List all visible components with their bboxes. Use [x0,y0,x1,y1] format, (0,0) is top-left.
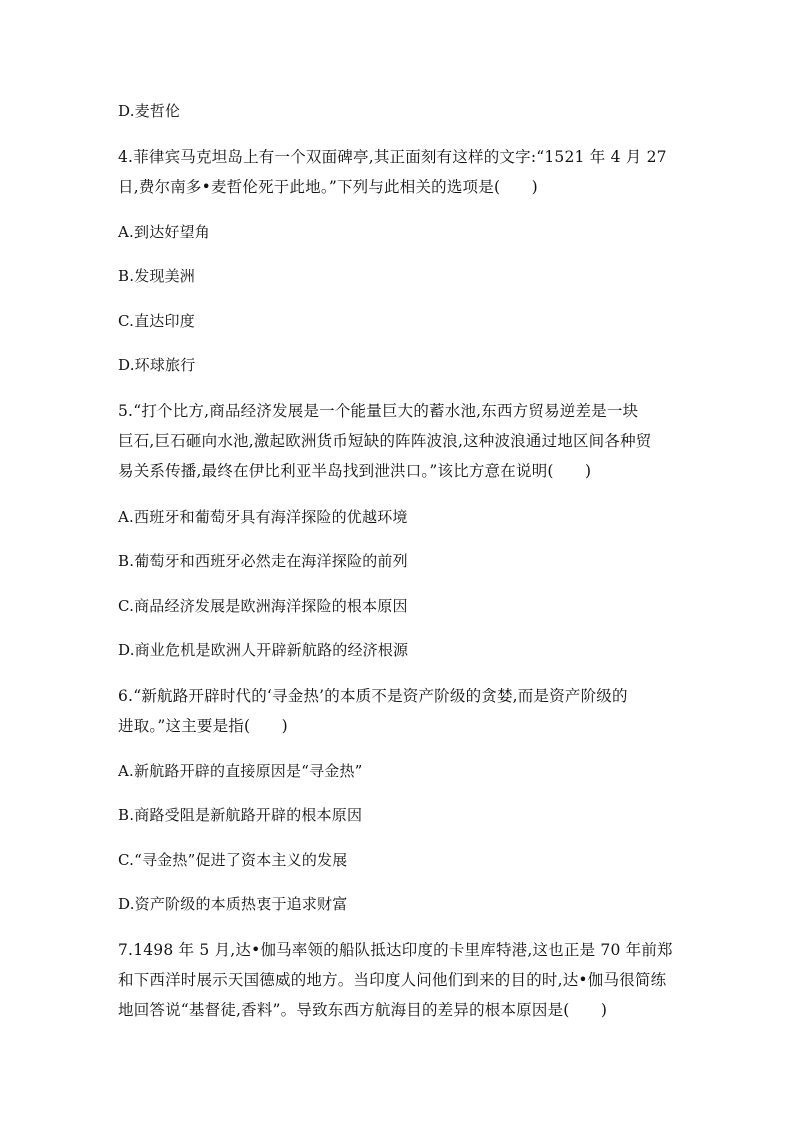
q5-option-b: B.葡萄牙和西班牙必然走在海洋探险的前列 [118,552,408,570]
q5-stem-line-1: 5.“打个比方,商品经济发展是一个能量巨大的蓄水池,东西方贸易逆差是一块 [118,402,639,420]
q3-option-d: D.麦哲伦 [118,102,181,120]
q6-option-b: B.商路受阻是新航路开辟的根本原因 [118,806,363,824]
q6-option-a: A.新航路开辟的直接原因是“寻金热” [118,762,363,780]
q5-stem-line-2: 巨石,巨石砸向水池,激起欧洲货币短缺的阵阵波浪,这种波浪通过地区间各种贸 [118,432,652,450]
q7-stem-line-3: 地回答说“基督徒,香料”。导致东西方航海目的差异的根本原因是( ) [118,1001,608,1019]
q7-stem-line-1: 7.1498 年 5 月,达•伽马率领的船队抵达印度的卡里库特港,这也正是 70 年前郑 [118,941,673,959]
q4-option-d: D.环球旅行 [118,356,196,374]
q5-stem-line-3: 易关系传播,最终在伊比利亚半岛找到泄洪口。”该比方意在说明( ) [118,462,592,480]
q6-stem-line-2: 进取。”这主要是指( ) [118,717,288,735]
q7-stem-line-2: 和下西洋时展示天国德威的地方。当印度人问他们到来的目的时,达•伽马很简练 [118,971,667,989]
q6-option-c: C.“寻金热”促进了资本主义的发展 [118,851,348,869]
q4-option-a: A.到达好望角 [118,223,211,241]
q6-stem-line-1: 6.“新航路开辟时代的‘寻金热’的本质不是资产阶级的贪婪,而是资产阶级的 [118,687,628,705]
q5-option-c: C.商品经济发展是欧洲海洋探险的根本原因 [118,597,408,615]
q5-option-d: D.商业危机是欧洲人开辟新航路的经济根源 [118,641,409,659]
q5-option-a: A.西班牙和葡萄牙具有海洋探险的优越环境 [118,508,408,526]
q4-stem-line-1: 4.菲律宾马克坦岛上有一个双面碑亭,其正面刻有这样的文字:“1521 年 4 月 27 [118,148,667,166]
q6-option-d: D.资产阶级的本质热衷于追求财富 [118,895,348,913]
q4-stem-line-2: 日,费尔南多•麦哲伦死于此地。”下列与此相关的选项是( ) [118,178,538,196]
q4-option-b: B.发现美洲 [118,267,195,285]
q4-option-c: C.直达印度 [118,312,195,330]
